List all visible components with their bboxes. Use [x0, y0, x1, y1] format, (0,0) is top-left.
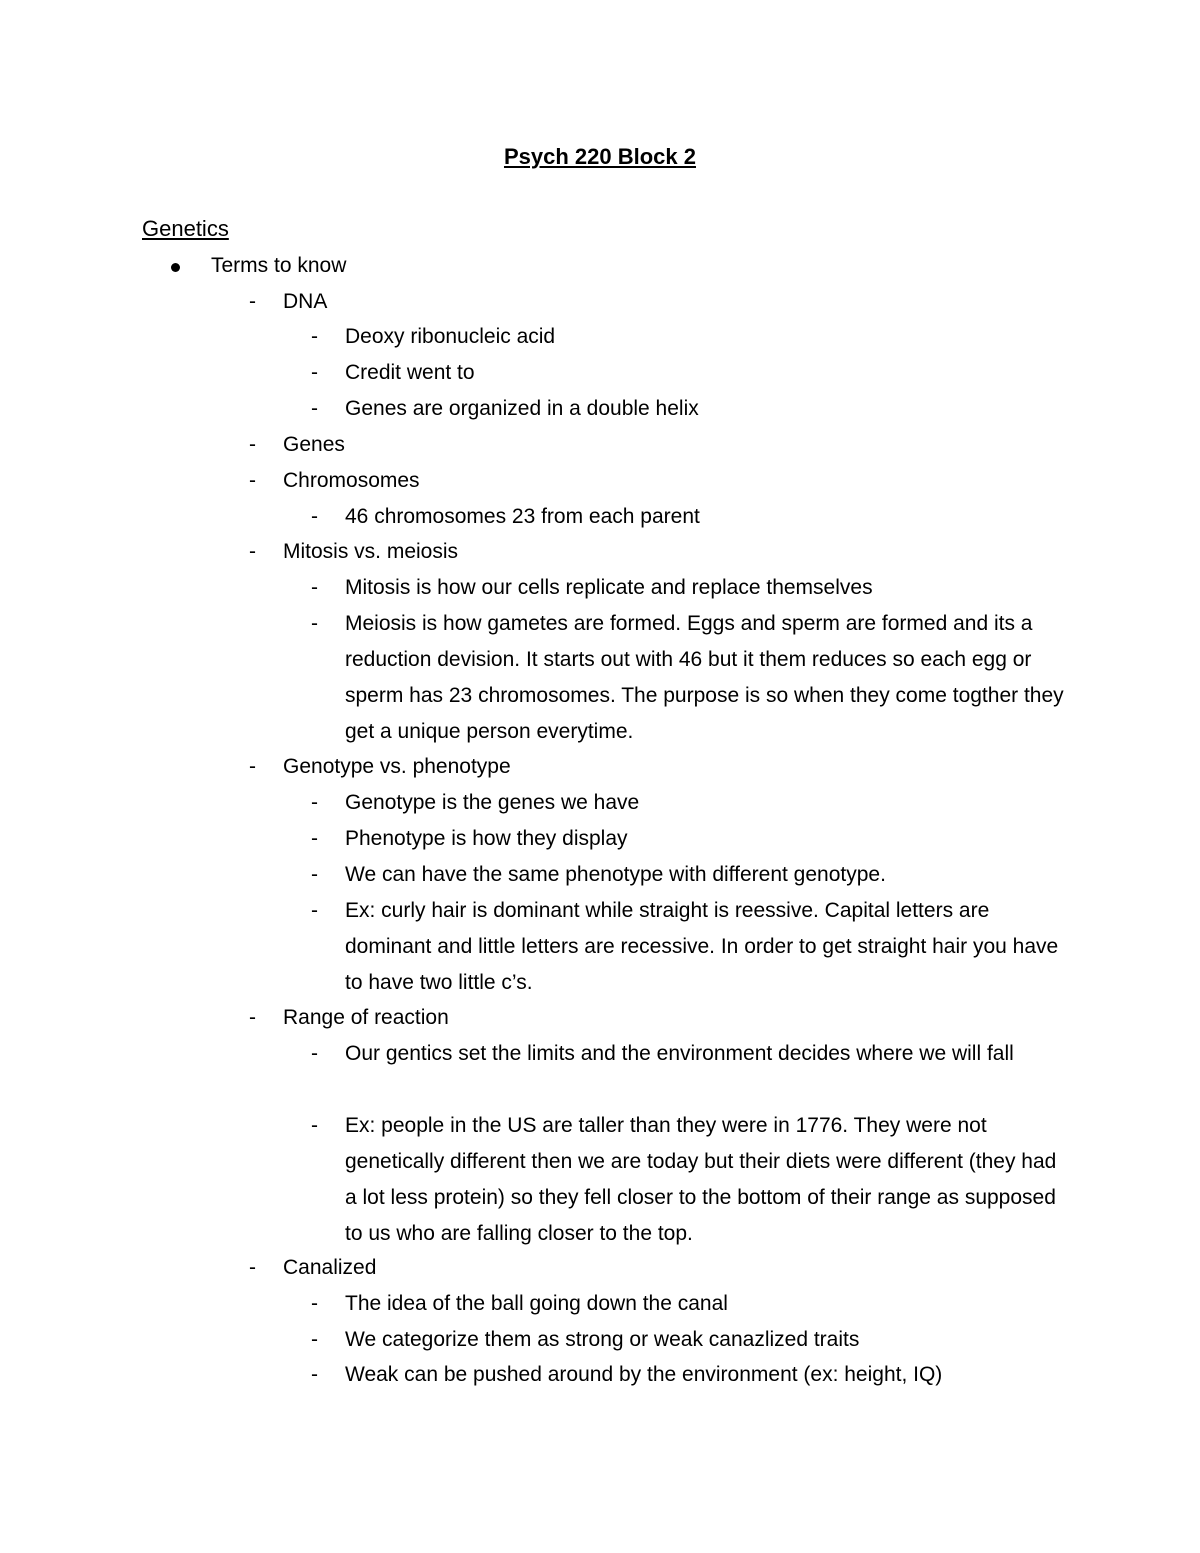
- list-item: Mitosis is how our cells replicate and replace themselves: [345, 576, 873, 599]
- dash-marker: -: [249, 290, 256, 313]
- dash-marker: -: [311, 1363, 318, 1386]
- dash-marker: -: [311, 899, 318, 922]
- dash-marker: -: [311, 397, 318, 420]
- dash-marker: -: [311, 325, 318, 348]
- dash-marker: -: [249, 540, 256, 563]
- dash-marker: -: [311, 361, 318, 384]
- list-item: Phenotype is how they display: [345, 827, 628, 850]
- list-item: Credit went to: [345, 361, 475, 384]
- dash-marker: -: [249, 1006, 256, 1029]
- dash-marker: -: [311, 827, 318, 850]
- term-dna: DNA: [283, 290, 328, 313]
- dash-marker: -: [311, 505, 318, 528]
- term-range-of-reaction: Range of reaction: [283, 1006, 449, 1029]
- dash-marker: -: [311, 1292, 318, 1315]
- list-item: We can have the same phenotype with different genotype.: [345, 863, 886, 886]
- term-mitosis-meiosis: Mitosis vs. meiosis: [283, 540, 459, 563]
- list-item: Weak can be pushed around by the environment (ex: height, IQ): [345, 1363, 943, 1386]
- list-item: Ex: people in the US are taller than they were in 1776. They were not genetically different then we are today but their diets were different (they had a lot less protein) so they fell closer to the bottom of their range as supposed to us who are falling closer to the top.: [345, 1114, 1057, 1245]
- terms-to-know-label: Terms to know: [211, 254, 347, 277]
- dash-marker: -: [249, 1256, 256, 1279]
- dash-marker: -: [249, 433, 256, 456]
- list-item: We categorize them as strong or weak canazlized traits: [345, 1328, 860, 1351]
- list-item: Ex: curly hair is dominant while straight is reessive. Capital letters are dominant and little letters are recessive. In order to get straight hair you have to have two little c’s.: [345, 899, 1059, 994]
- list-item: Genotype is the genes we have: [345, 791, 640, 814]
- section-heading-genetics: Genetics: [142, 216, 229, 241]
- term-genotype-phenotype: Genotype vs. phenotype: [283, 755, 511, 778]
- term-genes: Genes: [283, 433, 345, 456]
- term-chromosomes: Chromosomes: [283, 469, 420, 492]
- dash-marker: -: [249, 469, 256, 492]
- list-item: 46 chromosomes 23 from each parent: [345, 505, 700, 528]
- dash-marker: -: [311, 1114, 318, 1137]
- bullet-icon: [171, 263, 180, 272]
- dash-marker: -: [311, 576, 318, 599]
- dash-marker: -: [311, 791, 318, 814]
- list-item: The idea of the ball going down the canal: [345, 1292, 728, 1315]
- list-item: Our gentics set the limits and the environment decides where we will fall: [345, 1042, 1014, 1065]
- list-item: Meiosis is how gametes are formed. Eggs and sperm are formed and its a reduction devision. It starts out with 46 but it them reduces so each egg or sperm has 23 chromosomes. The purpose is so when they come togther they get a unique person everytime.: [345, 612, 1064, 743]
- list-item: Deoxy ribonucleic acid: [345, 325, 556, 348]
- dash-marker: -: [311, 612, 318, 635]
- page-title: Psych 220 Block 2: [503, 144, 696, 169]
- dash-marker: -: [311, 863, 318, 886]
- dash-marker: -: [311, 1042, 318, 1065]
- list-item: Genes are organized in a double helix: [345, 397, 699, 420]
- term-canalized: Canalized: [283, 1256, 377, 1279]
- dash-marker: -: [249, 755, 256, 778]
- dash-marker: -: [311, 1328, 318, 1351]
